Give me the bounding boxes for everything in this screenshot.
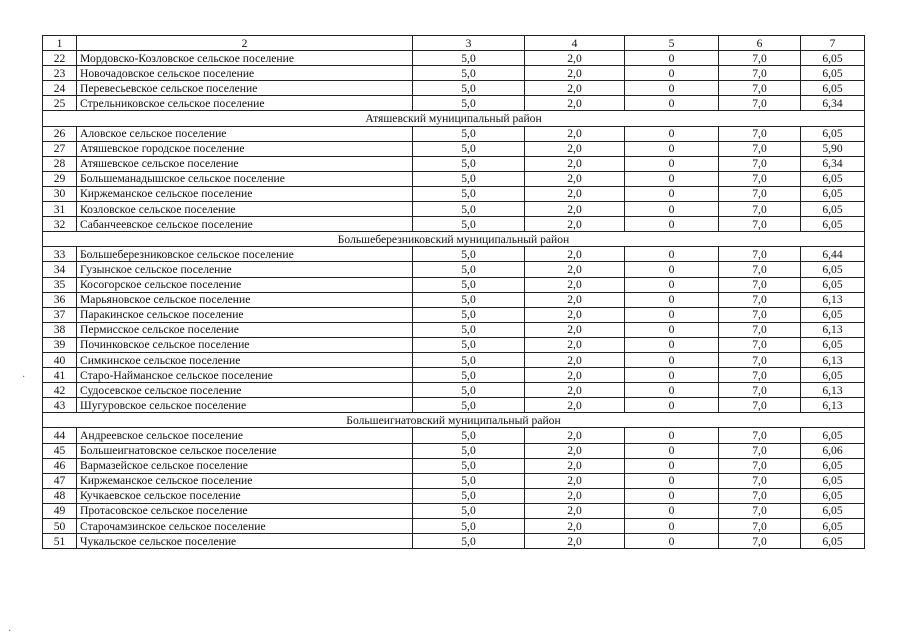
column-6-value-cell: 7,0 bbox=[719, 51, 801, 66]
column-7-value-cell: 6,34 bbox=[801, 96, 865, 111]
column-5-value-cell: 0 bbox=[625, 488, 719, 503]
column-5-value-cell: 0 bbox=[625, 217, 719, 232]
settlement-name-cell: Киржеманское сельское поселение bbox=[77, 186, 413, 201]
table-row bbox=[43, 368, 865, 383]
table-row bbox=[43, 519, 865, 534]
column-7-value-cell: 6,05 bbox=[801, 519, 865, 534]
table-row bbox=[43, 247, 865, 262]
column-6-value-cell: 7,0 bbox=[719, 186, 801, 201]
column-7-value-cell: 6,13 bbox=[801, 322, 865, 337]
column-7-value-cell: 6,05 bbox=[801, 66, 865, 81]
column-5-value-cell: 0 bbox=[625, 247, 719, 262]
column-3-value-cell: 5,0 bbox=[413, 428, 525, 443]
column-7-value-cell: 6,44 bbox=[801, 247, 865, 262]
column-3-value-cell: 5,0 bbox=[413, 352, 525, 367]
settlement-name-cell: Атяшевское сельское поселение bbox=[77, 156, 413, 171]
column-6-value-cell: 7,0 bbox=[719, 488, 801, 503]
column-4-value-cell: 2,0 bbox=[525, 458, 625, 473]
column-header-4: 4 bbox=[525, 36, 625, 51]
row-number-cell: 47 bbox=[43, 473, 77, 488]
column-4-value-cell: 2,0 bbox=[525, 398, 625, 413]
row-number-cell: 39 bbox=[43, 337, 77, 352]
column-5-value-cell: 0 bbox=[625, 473, 719, 488]
row-number-cell: 46 bbox=[43, 458, 77, 473]
column-5-value-cell: 0 bbox=[625, 51, 719, 66]
district-section-row bbox=[43, 111, 865, 126]
district-section-title: Большеберезниковский муниципальный район bbox=[43, 232, 865, 247]
table-row bbox=[43, 156, 865, 171]
scan-speck: · bbox=[8, 626, 12, 637]
column-7-value-cell: 6,13 bbox=[801, 383, 865, 398]
table-row bbox=[43, 171, 865, 186]
column-7-value-cell: 6,05 bbox=[801, 458, 865, 473]
column-6-value-cell: 7,0 bbox=[719, 141, 801, 156]
column-5-value-cell: 0 bbox=[625, 277, 719, 292]
column-4-value-cell: 2,0 bbox=[525, 488, 625, 503]
column-3-value-cell: 5,0 bbox=[413, 66, 525, 81]
column-6-value-cell: 7,0 bbox=[719, 398, 801, 413]
column-6-value-cell: 7,0 bbox=[719, 126, 801, 141]
column-7-value-cell: 6,05 bbox=[801, 81, 865, 96]
column-7-value-cell: 6,05 bbox=[801, 428, 865, 443]
column-5-value-cell: 0 bbox=[625, 202, 719, 217]
row-number-cell: 32 bbox=[43, 217, 77, 232]
row-number-cell: 26 bbox=[43, 126, 77, 141]
row-number-cell: 22 bbox=[43, 51, 77, 66]
row-number-cell: 45 bbox=[43, 443, 77, 458]
column-6-value-cell: 7,0 bbox=[719, 217, 801, 232]
column-7-value-cell: 6,05 bbox=[801, 171, 865, 186]
column-3-value-cell: 5,0 bbox=[413, 368, 525, 383]
column-4-value-cell: 2,0 bbox=[525, 126, 625, 141]
table-row bbox=[43, 217, 865, 232]
table-row bbox=[43, 66, 865, 81]
column-3-value-cell: 5,0 bbox=[413, 292, 525, 307]
row-number-cell: 51 bbox=[43, 534, 77, 549]
table-row bbox=[43, 186, 865, 201]
column-4-value-cell: 2,0 bbox=[525, 217, 625, 232]
column-4-value-cell: 2,0 bbox=[525, 534, 625, 549]
row-number-cell: 36 bbox=[43, 292, 77, 307]
settlement-name-cell: Старочамзинское сельское поселение bbox=[77, 519, 413, 534]
row-number-cell: 49 bbox=[43, 503, 77, 518]
column-4-value-cell: 2,0 bbox=[525, 428, 625, 443]
table-row bbox=[43, 534, 865, 549]
column-3-value-cell: 5,0 bbox=[413, 458, 525, 473]
column-7-value-cell: 6,05 bbox=[801, 307, 865, 322]
column-6-value-cell: 7,0 bbox=[719, 458, 801, 473]
column-4-value-cell: 2,0 bbox=[525, 322, 625, 337]
column-5-value-cell: 0 bbox=[625, 171, 719, 186]
column-6-value-cell: 7,0 bbox=[719, 519, 801, 534]
settlement-name-cell: Протасовское сельское поселение bbox=[77, 503, 413, 518]
column-6-value-cell: 7,0 bbox=[719, 171, 801, 186]
column-4-value-cell: 2,0 bbox=[525, 186, 625, 201]
column-5-value-cell: 0 bbox=[625, 368, 719, 383]
column-3-value-cell: 5,0 bbox=[413, 322, 525, 337]
column-5-value-cell: 0 bbox=[625, 186, 719, 201]
table-row bbox=[43, 202, 865, 217]
column-7-value-cell: 6,05 bbox=[801, 202, 865, 217]
column-3-value-cell: 5,0 bbox=[413, 141, 525, 156]
column-4-value-cell: 2,0 bbox=[525, 443, 625, 458]
settlement-name-cell: Киржеманское сельское поселение bbox=[77, 473, 413, 488]
table-row bbox=[43, 352, 865, 367]
settlement-name-cell: Симкинское сельское поселение bbox=[77, 352, 413, 367]
table-row bbox=[43, 428, 865, 443]
row-number-cell: 44 bbox=[43, 428, 77, 443]
row-number-cell: 23 bbox=[43, 66, 77, 81]
column-3-value-cell: 5,0 bbox=[413, 473, 525, 488]
column-4-value-cell: 2,0 bbox=[525, 202, 625, 217]
column-header-3: 3 bbox=[413, 36, 525, 51]
table-row bbox=[43, 488, 865, 503]
column-header-6: 6 bbox=[719, 36, 801, 51]
column-5-value-cell: 0 bbox=[625, 383, 719, 398]
column-5-value-cell: 0 bbox=[625, 292, 719, 307]
column-4-value-cell: 2,0 bbox=[525, 503, 625, 518]
column-4-value-cell: 2,0 bbox=[525, 307, 625, 322]
column-7-value-cell: 6,05 bbox=[801, 503, 865, 518]
column-6-value-cell: 7,0 bbox=[719, 247, 801, 262]
column-6-value-cell: 7,0 bbox=[719, 368, 801, 383]
settlement-name-cell: Сабанчеевское сельское поселение bbox=[77, 217, 413, 232]
settlement-name-cell: Мордовско-Козловское сельское поселение bbox=[77, 51, 413, 66]
table-row bbox=[43, 458, 865, 473]
column-6-value-cell: 7,0 bbox=[719, 202, 801, 217]
column-6-value-cell: 7,0 bbox=[719, 352, 801, 367]
column-6-value-cell: 7,0 bbox=[719, 66, 801, 81]
column-3-value-cell: 5,0 bbox=[413, 443, 525, 458]
column-3-value-cell: 5,0 bbox=[413, 186, 525, 201]
column-7-value-cell: 6,13 bbox=[801, 398, 865, 413]
column-5-value-cell: 0 bbox=[625, 503, 719, 518]
column-7-value-cell: 6,05 bbox=[801, 51, 865, 66]
column-3-value-cell: 5,0 bbox=[413, 503, 525, 518]
row-number-cell: 34 bbox=[43, 262, 77, 277]
column-5-value-cell: 0 bbox=[625, 262, 719, 277]
column-6-value-cell: 7,0 bbox=[719, 292, 801, 307]
column-5-value-cell: 0 bbox=[625, 352, 719, 367]
column-3-value-cell: 5,0 bbox=[413, 534, 525, 549]
column-4-value-cell: 2,0 bbox=[525, 81, 625, 96]
column-7-value-cell: 6,05 bbox=[801, 534, 865, 549]
column-3-value-cell: 5,0 bbox=[413, 202, 525, 217]
column-5-value-cell: 0 bbox=[625, 428, 719, 443]
column-3-value-cell: 5,0 bbox=[413, 247, 525, 262]
column-7-value-cell: 6,05 bbox=[801, 186, 865, 201]
district-section-row bbox=[43, 232, 865, 247]
settlement-name-cell: Гузынское сельское поселение bbox=[77, 262, 413, 277]
column-7-value-cell: 6,06 bbox=[801, 443, 865, 458]
settlement-name-cell: Пермисское сельское поселение bbox=[77, 322, 413, 337]
column-4-value-cell: 2,0 bbox=[525, 247, 625, 262]
settlement-name-cell: Паракинское сельское поселение bbox=[77, 307, 413, 322]
column-4-value-cell: 2,0 bbox=[525, 473, 625, 488]
settlement-name-cell: Судосевское сельское поселение bbox=[77, 383, 413, 398]
column-5-value-cell: 0 bbox=[625, 322, 719, 337]
column-6-value-cell: 7,0 bbox=[719, 262, 801, 277]
table-body bbox=[43, 36, 865, 549]
scan-speck: · bbox=[22, 372, 26, 383]
column-7-value-cell: 6,05 bbox=[801, 488, 865, 503]
district-section-title: Атяшевский муниципальный район bbox=[43, 111, 865, 126]
column-7-value-cell: 6,05 bbox=[801, 368, 865, 383]
column-4-value-cell: 2,0 bbox=[525, 292, 625, 307]
row-number-cell: 43 bbox=[43, 398, 77, 413]
settlement-name-cell: Косогорское сельское поселение bbox=[77, 277, 413, 292]
column-3-value-cell: 5,0 bbox=[413, 156, 525, 171]
column-number-header-row bbox=[43, 36, 865, 51]
row-number-cell: 37 bbox=[43, 307, 77, 322]
column-4-value-cell: 2,0 bbox=[525, 368, 625, 383]
column-6-value-cell: 7,0 bbox=[719, 473, 801, 488]
settlement-name-cell: Козловское сельское поселение bbox=[77, 202, 413, 217]
table-row bbox=[43, 383, 865, 398]
column-7-value-cell: 6,05 bbox=[801, 217, 865, 232]
table-row bbox=[43, 141, 865, 156]
column-6-value-cell: 7,0 bbox=[719, 277, 801, 292]
district-section-title: Большеигнатовский муниципальный район bbox=[43, 413, 865, 428]
column-3-value-cell: 5,0 bbox=[413, 383, 525, 398]
column-6-value-cell: 7,0 bbox=[719, 337, 801, 352]
row-number-cell: 35 bbox=[43, 277, 77, 292]
column-6-value-cell: 7,0 bbox=[719, 96, 801, 111]
column-3-value-cell: 5,0 bbox=[413, 519, 525, 534]
settlement-name-cell: Марьяновское сельское поселение bbox=[77, 292, 413, 307]
column-5-value-cell: 0 bbox=[625, 156, 719, 171]
column-5-value-cell: 0 bbox=[625, 96, 719, 111]
column-7-value-cell: 5,90 bbox=[801, 141, 865, 156]
table-row bbox=[43, 51, 865, 66]
settlement-name-cell: Старо-Найманское сельское поселение bbox=[77, 368, 413, 383]
row-number-cell: 38 bbox=[43, 322, 77, 337]
column-7-value-cell: 6,13 bbox=[801, 352, 865, 367]
row-number-cell: 42 bbox=[43, 383, 77, 398]
table-row bbox=[43, 81, 865, 96]
column-3-value-cell: 5,0 bbox=[413, 217, 525, 232]
column-7-value-cell: 6,13 bbox=[801, 292, 865, 307]
settlement-name-cell: Новочадовское сельское поселение bbox=[77, 66, 413, 81]
column-6-value-cell: 7,0 bbox=[719, 307, 801, 322]
column-3-value-cell: 5,0 bbox=[413, 307, 525, 322]
row-number-cell: 29 bbox=[43, 171, 77, 186]
column-3-value-cell: 5,0 bbox=[413, 96, 525, 111]
table-row bbox=[43, 443, 865, 458]
column-7-value-cell: 6,05 bbox=[801, 277, 865, 292]
settlement-name-cell: Шугуровское сельское поселение bbox=[77, 398, 413, 413]
column-3-value-cell: 5,0 bbox=[413, 126, 525, 141]
settlement-name-cell: Большеманадышское сельское поселение bbox=[77, 171, 413, 186]
column-5-value-cell: 0 bbox=[625, 126, 719, 141]
column-4-value-cell: 2,0 bbox=[525, 352, 625, 367]
column-4-value-cell: 2,0 bbox=[525, 277, 625, 292]
settlement-name-cell: Андреевское сельское поселение bbox=[77, 428, 413, 443]
column-header-5: 5 bbox=[625, 36, 719, 51]
column-5-value-cell: 0 bbox=[625, 534, 719, 549]
column-3-value-cell: 5,0 bbox=[413, 81, 525, 96]
column-header-1: 1 bbox=[43, 36, 77, 51]
table-row bbox=[43, 398, 865, 413]
settlement-name-cell: Перевесьевское сельское поселение bbox=[77, 81, 413, 96]
row-number-cell: 25 bbox=[43, 96, 77, 111]
column-5-value-cell: 0 bbox=[625, 81, 719, 96]
column-5-value-cell: 0 bbox=[625, 519, 719, 534]
row-number-cell: 48 bbox=[43, 488, 77, 503]
column-3-value-cell: 5,0 bbox=[413, 171, 525, 186]
column-3-value-cell: 5,0 bbox=[413, 398, 525, 413]
column-6-value-cell: 7,0 bbox=[719, 156, 801, 171]
column-header-2: 2 bbox=[77, 36, 413, 51]
table-row bbox=[43, 503, 865, 518]
settlement-name-cell: Вармазейское сельское поселение bbox=[77, 458, 413, 473]
column-6-value-cell: 7,0 bbox=[719, 443, 801, 458]
settlement-name-cell: Починковское сельское поселение bbox=[77, 337, 413, 352]
column-6-value-cell: 7,0 bbox=[719, 428, 801, 443]
column-4-value-cell: 2,0 bbox=[525, 96, 625, 111]
row-number-cell: 31 bbox=[43, 202, 77, 217]
table-row bbox=[43, 96, 865, 111]
row-number-cell: 41 bbox=[43, 368, 77, 383]
column-3-value-cell: 5,0 bbox=[413, 51, 525, 66]
column-4-value-cell: 2,0 bbox=[525, 66, 625, 81]
settlement-name-cell: Аловское сельское поселение bbox=[77, 126, 413, 141]
column-6-value-cell: 7,0 bbox=[719, 81, 801, 96]
table-row bbox=[43, 292, 865, 307]
column-3-value-cell: 5,0 bbox=[413, 262, 525, 277]
row-number-cell: 33 bbox=[43, 247, 77, 262]
row-number-cell: 24 bbox=[43, 81, 77, 96]
column-3-value-cell: 5,0 bbox=[413, 488, 525, 503]
column-6-value-cell: 7,0 bbox=[719, 503, 801, 518]
table-row bbox=[43, 322, 865, 337]
table-row bbox=[43, 262, 865, 277]
table-row bbox=[43, 277, 865, 292]
table-row bbox=[43, 473, 865, 488]
settlement-name-cell: Чукальское сельское поселение bbox=[77, 534, 413, 549]
column-7-value-cell: 6,05 bbox=[801, 337, 865, 352]
column-7-value-cell: 6,05 bbox=[801, 473, 865, 488]
settlement-name-cell: Кучкаевское сельское поселение bbox=[77, 488, 413, 503]
column-4-value-cell: 2,0 bbox=[525, 262, 625, 277]
column-7-value-cell: 6,34 bbox=[801, 156, 865, 171]
settlement-name-cell: Стрельниковское сельское поселение bbox=[77, 96, 413, 111]
row-number-cell: 27 bbox=[43, 141, 77, 156]
column-6-value-cell: 7,0 bbox=[719, 534, 801, 549]
column-4-value-cell: 2,0 bbox=[525, 337, 625, 352]
column-5-value-cell: 0 bbox=[625, 337, 719, 352]
table-row bbox=[43, 337, 865, 352]
settlement-name-cell: Большеберезниковское сельское поселение bbox=[77, 247, 413, 262]
district-section-row bbox=[43, 413, 865, 428]
row-number-cell: 40 bbox=[43, 352, 77, 367]
column-7-value-cell: 6,05 bbox=[801, 126, 865, 141]
column-4-value-cell: 2,0 bbox=[525, 141, 625, 156]
column-4-value-cell: 2,0 bbox=[525, 156, 625, 171]
column-5-value-cell: 0 bbox=[625, 398, 719, 413]
column-5-value-cell: 0 bbox=[625, 307, 719, 322]
settlement-name-cell: Атяшевское городское поселение bbox=[77, 141, 413, 156]
column-5-value-cell: 0 bbox=[625, 458, 719, 473]
data-table bbox=[42, 35, 865, 549]
column-6-value-cell: 7,0 bbox=[719, 383, 801, 398]
settlement-name-cell: Большеигнатовское сельское поселение bbox=[77, 443, 413, 458]
column-3-value-cell: 5,0 bbox=[413, 337, 525, 352]
table-row bbox=[43, 307, 865, 322]
column-5-value-cell: 0 bbox=[625, 443, 719, 458]
column-3-value-cell: 5,0 bbox=[413, 277, 525, 292]
column-5-value-cell: 0 bbox=[625, 141, 719, 156]
column-6-value-cell: 7,0 bbox=[719, 322, 801, 337]
column-5-value-cell: 0 bbox=[625, 66, 719, 81]
column-7-value-cell: 6,05 bbox=[801, 262, 865, 277]
column-4-value-cell: 2,0 bbox=[525, 171, 625, 186]
row-number-cell: 50 bbox=[43, 519, 77, 534]
column-header-7: 7 bbox=[801, 36, 865, 51]
row-number-cell: 30 bbox=[43, 186, 77, 201]
column-4-value-cell: 2,0 bbox=[525, 383, 625, 398]
column-4-value-cell: 2,0 bbox=[525, 51, 625, 66]
table-row bbox=[43, 126, 865, 141]
row-number-cell: 28 bbox=[43, 156, 77, 171]
column-4-value-cell: 2,0 bbox=[525, 519, 625, 534]
